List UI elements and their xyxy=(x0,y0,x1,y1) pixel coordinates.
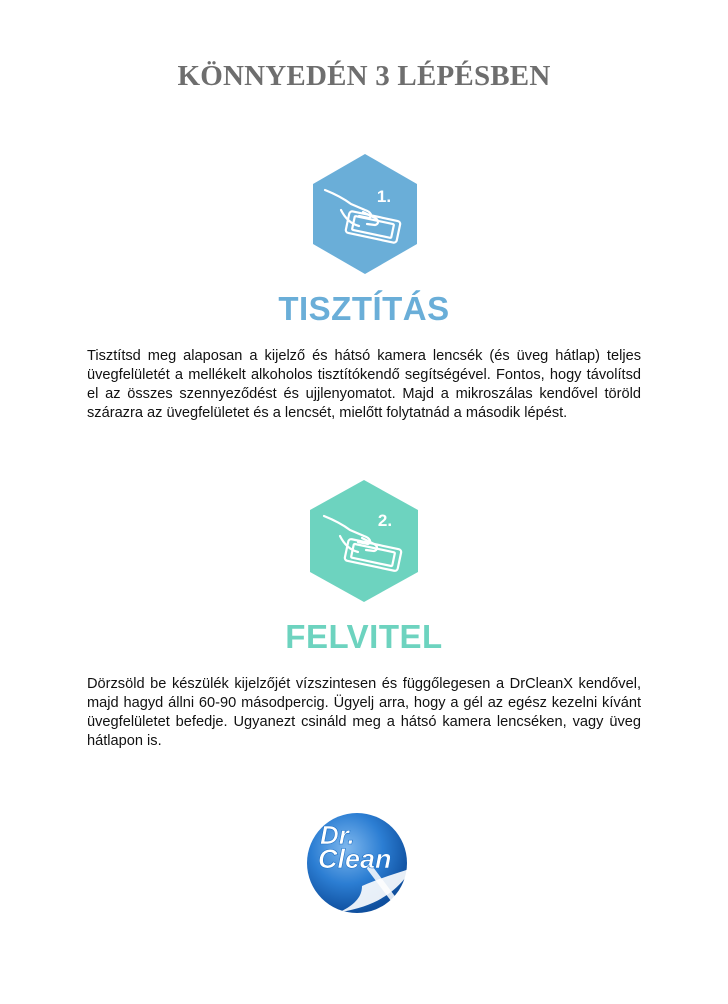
step-1-hexagon xyxy=(313,154,417,274)
logo-text-dr: Dr. xyxy=(320,820,355,850)
step-2-hexagon xyxy=(310,480,418,602)
step-1-heading: TISZTÍTÁS xyxy=(278,290,450,327)
step-number: 2. xyxy=(377,511,393,530)
step-2-heading: FELVITEL xyxy=(285,618,443,655)
step-1-description: Tisztítsd meg alaposan a kijelző és hátsó kamera lencsék (és üveg hátlap) teljes üvegfelületét a mellékelt alkoholos tisztítókendő segítségével. Fontos, hogy távolítsd el az összes szennyeződést és ujjlenyomatot. Majd a mikroszálas kendővel töröld szárazra az üvegfelületet és a lencsét, mielőtt folytatnád a második lépést. xyxy=(87,348,641,421)
step-number: 1. xyxy=(376,187,392,206)
page-title: KÖNNYEDÉN 3 LÉPÉSBEN xyxy=(177,60,551,92)
step-2-description: Dörzsöld be készülék kijelzőjét vízszintesen és függőlegesen a DrCleanX kendővel, majd hagyd állni 60-90 másodpercig. Ügyelj arra, hogy a gél az egész kezelni kívánt üvegfelületet befedje. Ugyanezt csináld meg a hátsó kamera lencséken, vagy üveg hátlapon is. xyxy=(87,676,641,749)
logo-text-clean: Clean xyxy=(318,844,392,874)
drcleanx-logo xyxy=(300,808,430,918)
